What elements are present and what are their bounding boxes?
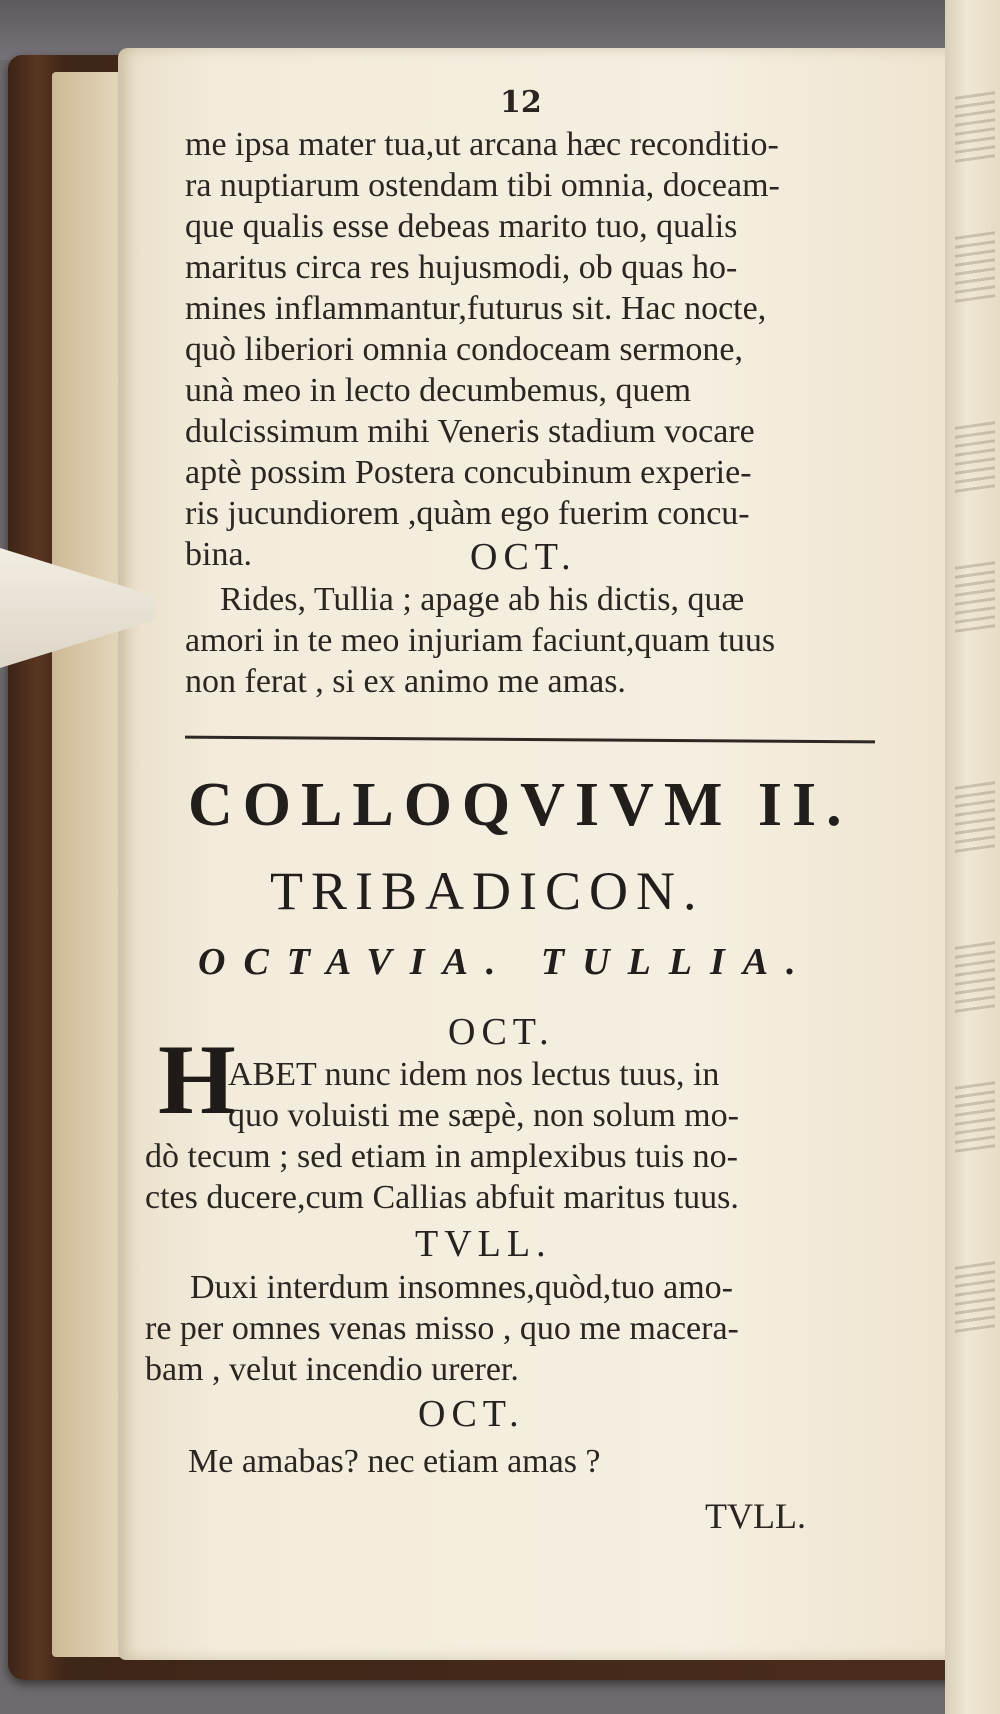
speaker-label: OCT. <box>418 1393 525 1435</box>
catchword: TVLL. <box>705 1496 806 1536</box>
text-line: aptè possim Postera concubinum experie- <box>185 454 752 491</box>
text-line: bina. <box>185 536 253 573</box>
text-line: maritus circa res hujusmodi, ob quas ho- <box>185 249 738 286</box>
text-line: ris jucundiorem ,quàm ego fuerim concu- <box>185 495 750 532</box>
colloquium-subtitle: TRIBADICON. <box>270 861 705 921</box>
text-line: re per omnes venas misso , quo me macera- <box>145 1310 739 1347</box>
text-line: quo voluisti me sæpè, non solum mo- <box>228 1097 739 1134</box>
text-line: dulcissimum mihi Veneris stadium vocare <box>185 413 755 450</box>
drop-cap: H <box>158 1024 236 1135</box>
text-line: ctes ducere,cum Callias abfuit maritus tuus. <box>145 1179 739 1216</box>
text-line: unà meo in lecto decumbemus, quem <box>185 372 692 409</box>
text-line: me ipsa mater tua,ut arcana hæc reconditio- <box>185 126 779 163</box>
speaker-label: OCT. <box>470 536 577 578</box>
text-line: Rides, Tullia ; apage ab his dictis, quæ <box>220 581 745 618</box>
text-line: Me amabas? nec etiam amas ? <box>188 1443 601 1480</box>
persons-line: OCTAVIA. TULLIA. <box>198 941 814 983</box>
speaker-label: TVLL. <box>415 1223 552 1265</box>
text-line: non ferat , si ex animo me amas. <box>185 663 626 700</box>
text-line: ra nuptiarum ostendam tibi omnia, doceam- <box>185 167 780 204</box>
text-line: que qualis esse debeas marito tuo, qualis <box>185 208 738 245</box>
next-page-edge <box>945 0 1000 1714</box>
text-line: dò tecum ; sed etiam in amplexibus tuis no- <box>145 1138 739 1175</box>
page-number: 12 <box>500 85 542 120</box>
colloquium-title: COLLOQVIVM II. <box>188 771 852 839</box>
text-line: bam , velut incendio urerer. <box>145 1351 519 1388</box>
text-line: amori in te meo injuriam faciunt,quam tuus <box>185 622 776 659</box>
speaker-label: OCT. <box>448 1011 555 1053</box>
text-line: mines inflammantur,futurus sit. Hac nocte, <box>185 290 767 327</box>
text-line: quò liberiori omnia condoceam sermone, <box>185 331 743 368</box>
text-line: Duxi interdum insomnes,quòd,tuo amo- <box>190 1269 734 1306</box>
text-line: ABET nunc idem nos lectus tuus, in <box>228 1056 720 1093</box>
